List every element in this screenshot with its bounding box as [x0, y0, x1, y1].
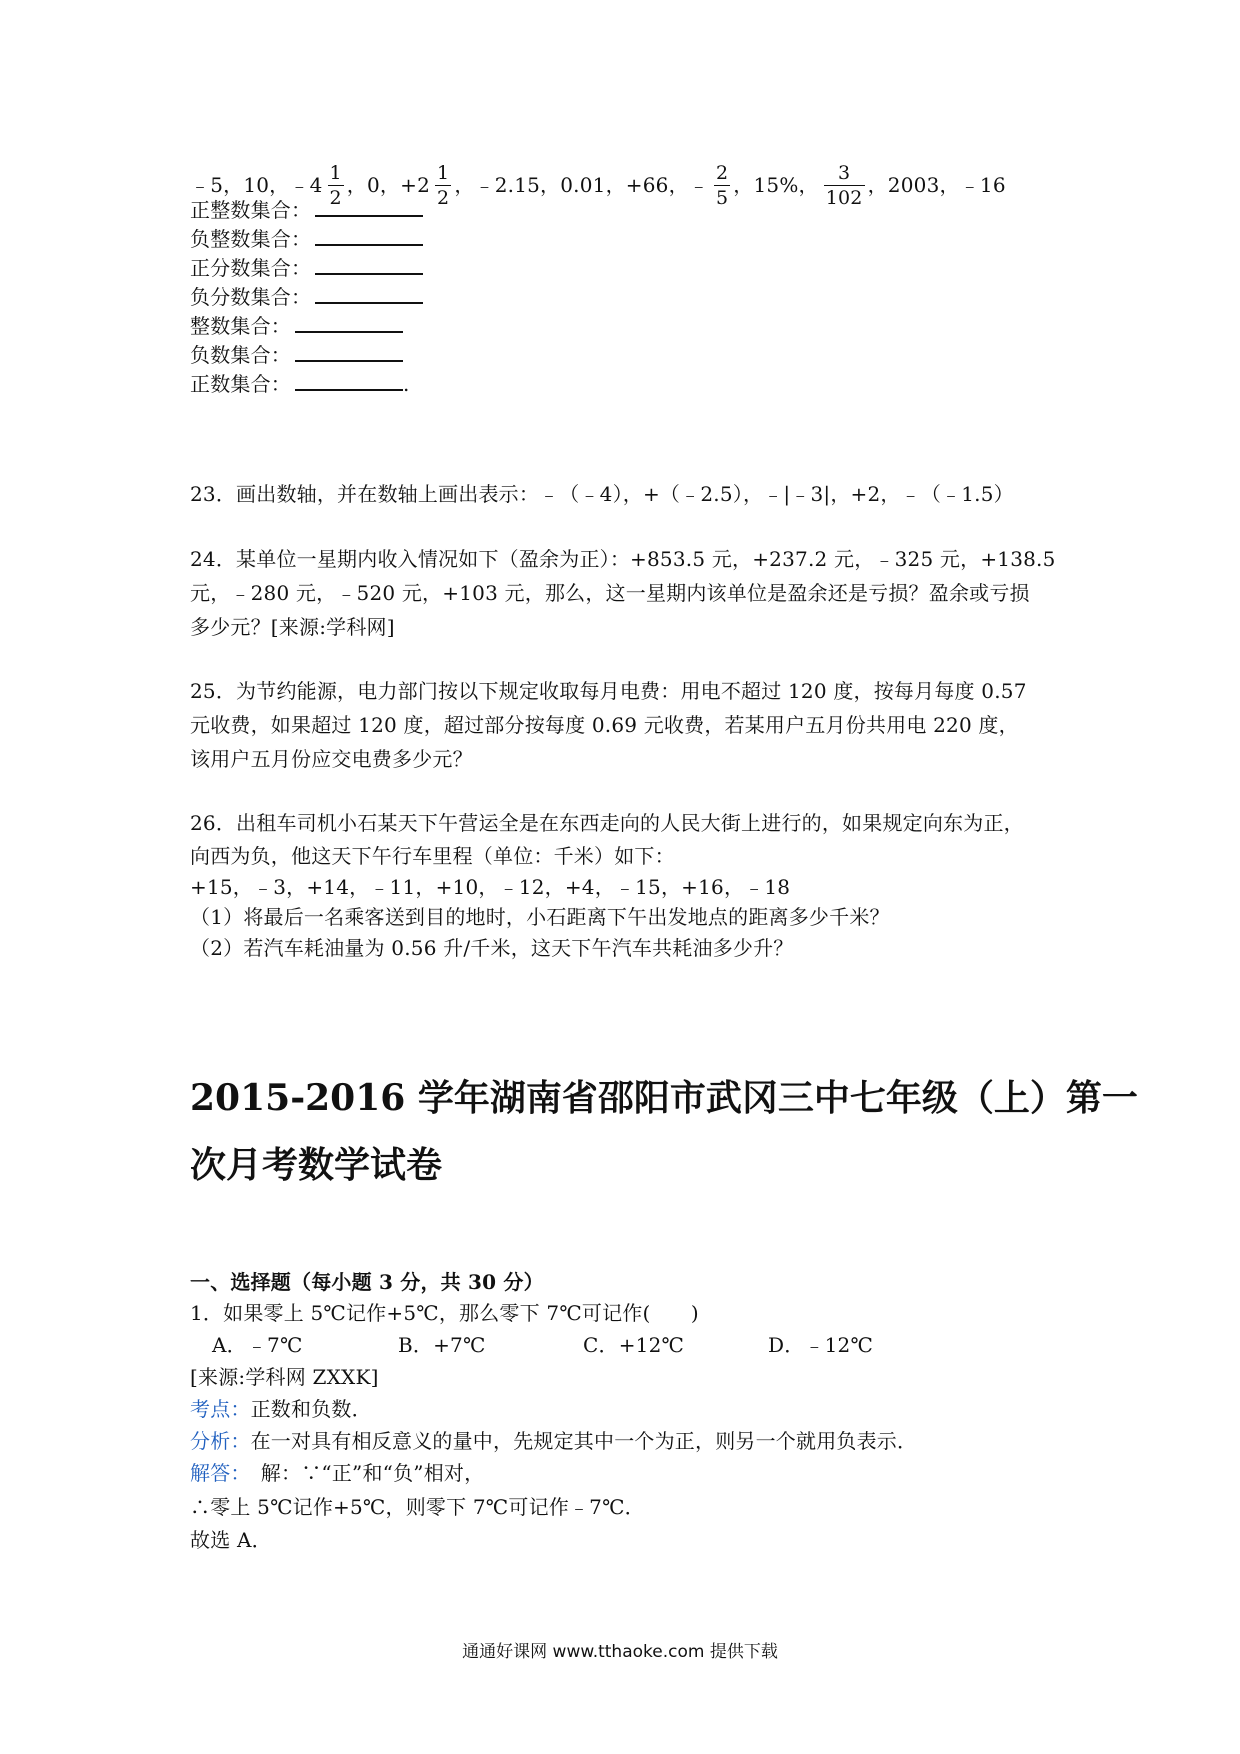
fraction-three-over-102: $\frac{3}{102}$: [825, 161, 863, 209]
fenxi-text: 在一对具有相反意义的量中，先规定其中一个为正，则另一个就用负表示．: [250, 1429, 918, 1453]
answer-blank[interactable]: [315, 226, 423, 246]
answer-blank[interactable]: [295, 313, 403, 333]
set-label: 正分数集合：: [190, 256, 312, 280]
set-row: 正数集合： .: [190, 372, 410, 396]
section-heading: 一、选择题（每小题 3 分，共 30 分）: [190, 1270, 544, 1294]
jieda-label: 解答：: [190, 1461, 241, 1485]
answer-blank[interactable]: [315, 197, 423, 217]
kaodian-row: [190, 1396, 372, 1422]
kaodian-text: 正数和负数．: [250, 1397, 372, 1421]
fraction-one-half: $\frac{1}{2}$: [329, 161, 342, 209]
kaodian-label: 考点：: [190, 1397, 251, 1421]
question-26-part-1: （1）将最后一名乘客送到目的地时，小石距离下午出发地点的距离多少千米？: [190, 905, 890, 929]
question-26-line: 26．出租车司机小石某天下午营运全是在东西走向的人民大街上进行的，如果规定向东为正，: [190, 811, 1024, 835]
question-23: 23．画出数轴，并在数轴上画出表示：﹣（﹣4），+（﹣2.5），﹣|﹣3|，+2，﹣（﹣1.5）: [190, 482, 1014, 506]
fraction-one-half: $\frac{1}{2}$: [437, 161, 450, 209]
number-list-part: ，0，+2: [346, 173, 431, 197]
solution-step: ∴零上 5℃记作+5℃，则零下 7℃可记作﹣7℃．: [190, 1495, 645, 1519]
fenxi-label: 分析：: [190, 1429, 251, 1453]
question-24-line: 元，﹣280 元，﹣520 元，+103 元，那么，这一星期内该单位是盈余还是亏损？盈余或亏损: [190, 581, 1030, 605]
question-25-line: 该用户五月份应交电费多少元？: [190, 747, 473, 771]
number-list-part: ，15%，: [733, 173, 819, 197]
question-1-stem: 1．如果零上 5℃记作+5℃，那么零下 7℃可记作( ): [190, 1301, 699, 1325]
set-label: 整数集合：: [190, 314, 291, 338]
answer-blank[interactable]: [315, 255, 423, 275]
question-26-part-2: （2）若汽车耗油量为 0.56 升/千米，这天下午汽车共耗油多少升？: [190, 936, 794, 960]
set-row: [190, 255, 423, 281]
set-row: [190, 226, 423, 252]
set-label: 正整数集合：: [190, 198, 312, 222]
set-row: [190, 342, 403, 368]
question-26-line: 向西为负，他这天下午行车里程（单位：千米）如下：: [190, 844, 675, 868]
fraction-two-fifths: $\frac{2}{5}$: [715, 161, 729, 209]
set-row: [190, 197, 423, 223]
number-list-part: ﹣5，10，﹣4: [190, 173, 323, 197]
option-a: A．﹣7℃: [212, 1333, 303, 1357]
question-26-data: +15，﹣3，+14，﹣11，+10，﹣12，+4，﹣15，+16，﹣18: [190, 875, 791, 899]
number-list-part: ，2003，﹣16: [867, 173, 1006, 197]
answer-blank[interactable]: [295, 371, 403, 391]
answer-blank[interactable]: [315, 284, 423, 304]
fenxi-row: [190, 1428, 917, 1454]
exam-title-line: 次月考数学试卷: [190, 1144, 443, 1186]
option-b: B．+7℃: [398, 1333, 486, 1357]
answer-blank[interactable]: [295, 342, 403, 362]
set-row: [190, 284, 423, 310]
set-label: 负分数集合：: [190, 285, 312, 309]
jieda-row: [190, 1460, 484, 1486]
set-label: 正数集合：: [190, 372, 291, 396]
set-label: 负数集合：: [190, 343, 291, 367]
exam-title-line: 2015-2016 学年湖南省邵阳市武冈三中七年级（上）第一: [190, 1077, 1138, 1119]
set-label: 负整数集合：: [190, 227, 312, 251]
number-list-part: ，﹣2.15，0.01，+66，﹣: [454, 173, 709, 197]
question-25-line: 25．为节约能源，电力部门按以下规定收取每月电费：用电不超过 120 度，按每月每度 0.57: [190, 679, 1027, 703]
question-25-line: 元收费，如果超过 120 度，超过部分按每度 0.69 元收费，若某用户五月份共用电 220 度，: [190, 713, 1019, 737]
question-24-line: 24．某单位一星期内收入情况如下（盈余为正）：+853.5 元，+237.2 元，﹣325 元，+138.5: [190, 547, 1056, 571]
page-footer: 通通好课网 www.tthaoke.com 提供下载: [462, 1642, 778, 1662]
source-note: [来源:学科网 ZXXK]: [190, 1365, 379, 1389]
set-row: [190, 313, 403, 339]
jieda-text: 解：∵“正”和“负”相对，: [240, 1461, 485, 1485]
option-d: D．﹣12℃: [768, 1333, 874, 1357]
question-24-line: 多少元？[来源:学科网]: [190, 615, 395, 639]
option-c: C．+12℃: [583, 1333, 685, 1357]
final-answer: 故选 A．: [190, 1528, 272, 1552]
